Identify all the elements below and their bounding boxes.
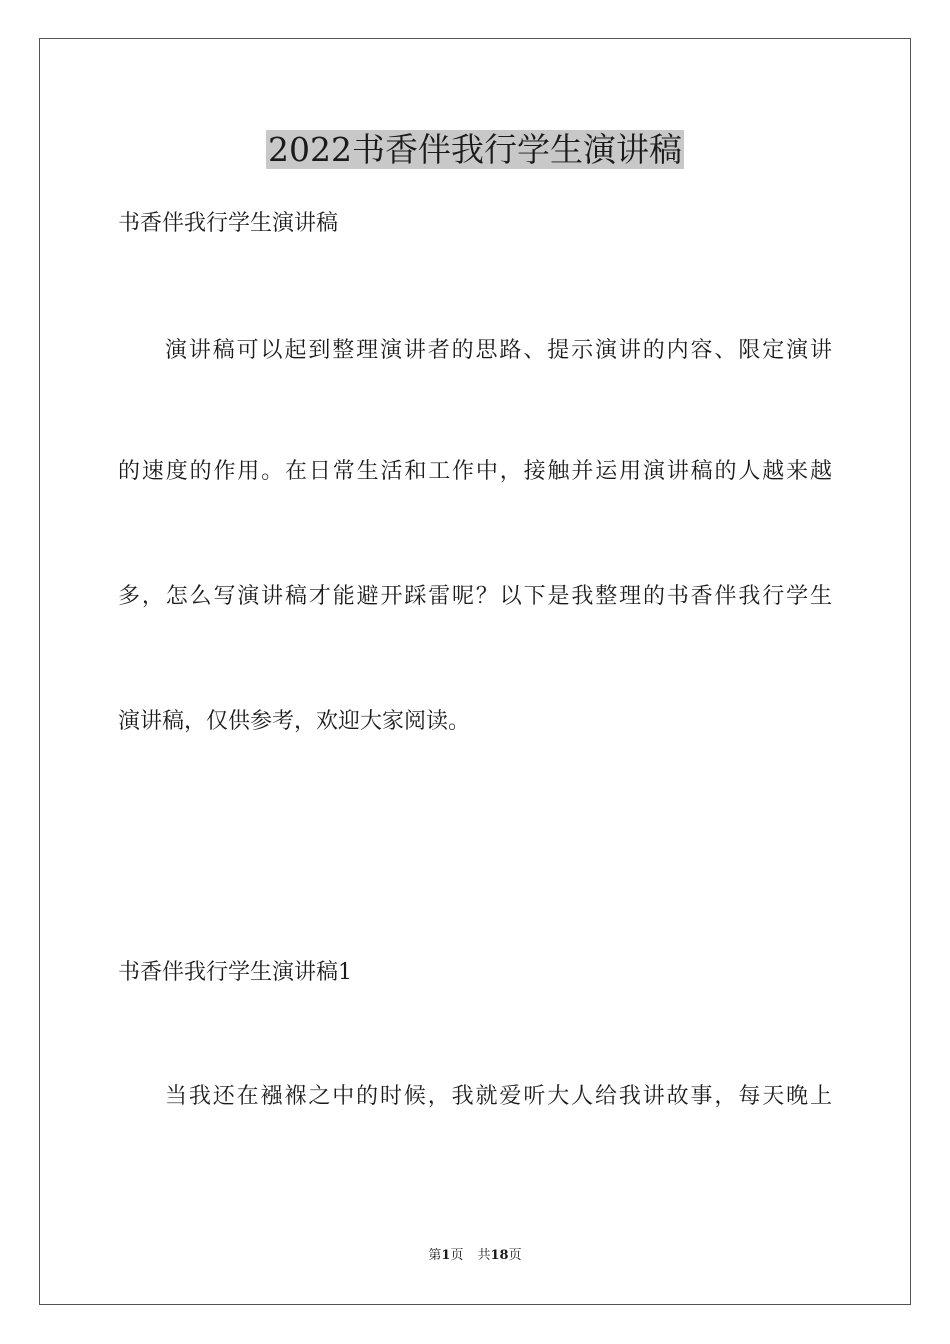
page-total: 18 — [490, 1248, 509, 1263]
total-unit: 页 — [508, 1248, 522, 1263]
paragraph-line: 多，怎么写演讲稿才能避开踩雷呢？以下是我整理的书香伴我行学生 — [118, 584, 832, 609]
document-title-text: 2022书香伴我行学生演讲稿 — [268, 130, 682, 169]
document-title — [0, 128, 950, 172]
paragraph-line: 演讲稿，仅供参考，欢迎大家阅读。 — [118, 709, 471, 734]
paragraph-line: 的速度的作用。在日常生活和工作中，接触并运用演讲稿的人越来越 — [118, 459, 832, 484]
subtitle: 书香伴我行学生演讲稿 — [118, 211, 339, 236]
page-current: 1 — [441, 1248, 451, 1263]
page-unit: 页 — [450, 1248, 464, 1263]
page-prefix: 第 — [428, 1248, 442, 1263]
total-prefix: 共 — [477, 1248, 491, 1263]
page-footer — [0, 1247, 950, 1265]
section-heading: 书香伴我行学生演讲稿1 — [118, 960, 352, 985]
paragraph-line: 演讲稿可以起到整理演讲者的思路、提示演讲的内容、限定演讲 — [165, 338, 832, 363]
paragraph-line: 当我还在襁褓之中的时候，我就爱听大人给我讲故事，每天晚上 — [165, 1084, 832, 1109]
